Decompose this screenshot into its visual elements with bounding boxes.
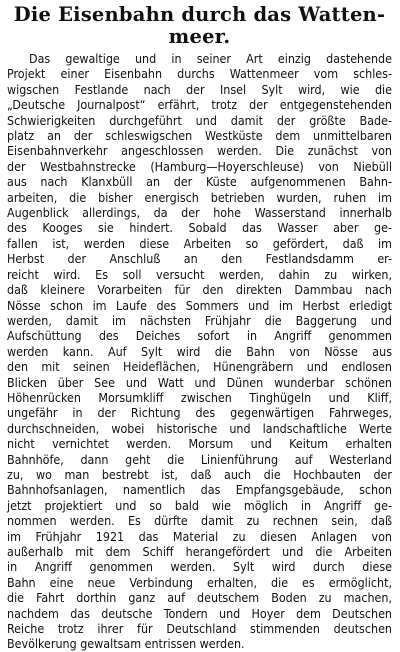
text-line: Projekt einer Eisenbahn durchs Wattenmeer vom schles- <box>7 66 392 82</box>
text-line: Höhenrücken Morsumkliff zwischen Tinghügeln und Kliff, <box>7 389 392 405</box>
text-line: wigschen Festlande nach der Insel Sylt wird, wie die <box>7 81 392 97</box>
text-line: Bahnhofsanlagen, namentlich das Empfangsgebäude, schon <box>7 482 392 498</box>
article-body <box>7 51 392 652</box>
text-line: durchschneiden, wobei historische und landschaftliche Werte <box>7 420 392 436</box>
text-line: Blicken über See und Watt und Dünen wunderbar schönen <box>7 374 392 390</box>
text-line: aus nach Klanxbüll an der Küste aufgenommenen Bahn- <box>7 174 392 190</box>
text-line: werden kann. Auf Sylt wird die Bahn von Nösse aus <box>7 343 392 359</box>
text-line: ungefähr in der Richtung des gegenwärtigen Fahrweges, <box>7 405 392 421</box>
text-line: Das gewaltige und in seiner Art einzig dastehende <box>29 51 392 66</box>
text-line: „Deutsche Journalpost“ erfährt, trotz der entgegenstehenden <box>7 97 392 113</box>
text-line: in Angriff genommen werden. Sylt wird durch diese <box>7 559 392 575</box>
text-line: nachdem das deutsche Tondern und Hoyer dem Deutschen <box>7 605 392 621</box>
text-line: fallen ist, werden diese Arbeiten so gefördert, daß im <box>7 235 392 251</box>
text-line: daß kleinere Vorarbeiten für den direkten Dammbau nach <box>7 282 392 298</box>
text-line: nommen werden. Es dürfte damit zu rechnen sein, daß <box>7 513 392 529</box>
text-line: Augenblick allerdings, da der hohe Wasserstand innerhalb <box>7 205 392 221</box>
text-line: der Westbahnstrecke (Hamburg—Hoyerschleuse) von Niebüll <box>7 158 392 174</box>
text-line: reicht wird. Es soll versucht werden, dahin zu wirken, <box>7 266 392 282</box>
text-line: des Kooges sie hindert. Sobald das Wasser aber ge- <box>7 220 392 236</box>
text-line: Schwierigkeiten durchgeführt und damit der größte Bade- <box>7 112 392 128</box>
text-line: Aufschüttung des Deiches sofort in Angriff genommen <box>7 328 392 344</box>
text-line: Herbst der Anschluß an den Festlandsdamm er- <box>7 251 392 267</box>
text-line: Eisenbahnverkehr angeschlossen werden. Die zunächst von <box>7 143 392 159</box>
text-line: Bahn eine neue Verbindung erhalten, die es ermöglicht, <box>7 574 392 590</box>
text-line: Nösse schon im Laufe des Sommers und im Herbst erledigt <box>7 297 392 313</box>
text-line: arbeiten, die bisher energisch betrieben wurden, ruhen im <box>7 189 392 205</box>
text-line: den mit seinen Heideflächen, Hünengräbern und endlosen <box>7 359 392 375</box>
article-title <box>7 4 392 48</box>
title-line: meer. <box>168 25 231 48</box>
text-line: Reiche trotz ihrer für Deutschland stimmenden deutschen <box>7 621 392 637</box>
text-line: platz an der schleswigschen Westküste dem unmittelbaren <box>7 128 392 144</box>
text-line: die Fahrt dorthin ganz auf deutschem Boden zu machen, <box>7 590 392 606</box>
text-line: nicht vernichtet werden. Morsum und Keitum erhalten <box>7 436 392 452</box>
text-line: Bevölkerung gewaltsam entrissen werden. <box>7 636 245 652</box>
text-line: im Frühjahr 1921 das Material zu diesen Anlagen von <box>7 528 392 544</box>
text-line: jetzt projektiert und so bald wie möglich in Angriff ge- <box>7 497 392 513</box>
text-line: außerhalb mit dem Schiff herangefördert und die Arbeiten <box>7 544 392 559</box>
text-line: werden, damit im nächsten Frühjahr die Baggerung und <box>7 312 392 328</box>
text-line: Bahnhöfe, dann geht die Linienführung auf Westerland <box>7 451 392 467</box>
text-line: zu, wo man bestrebt ist, daß auch die Hochbauten der <box>7 466 392 482</box>
title-line: Die Eisenbahn durch das Watten- <box>13 3 386 26</box>
